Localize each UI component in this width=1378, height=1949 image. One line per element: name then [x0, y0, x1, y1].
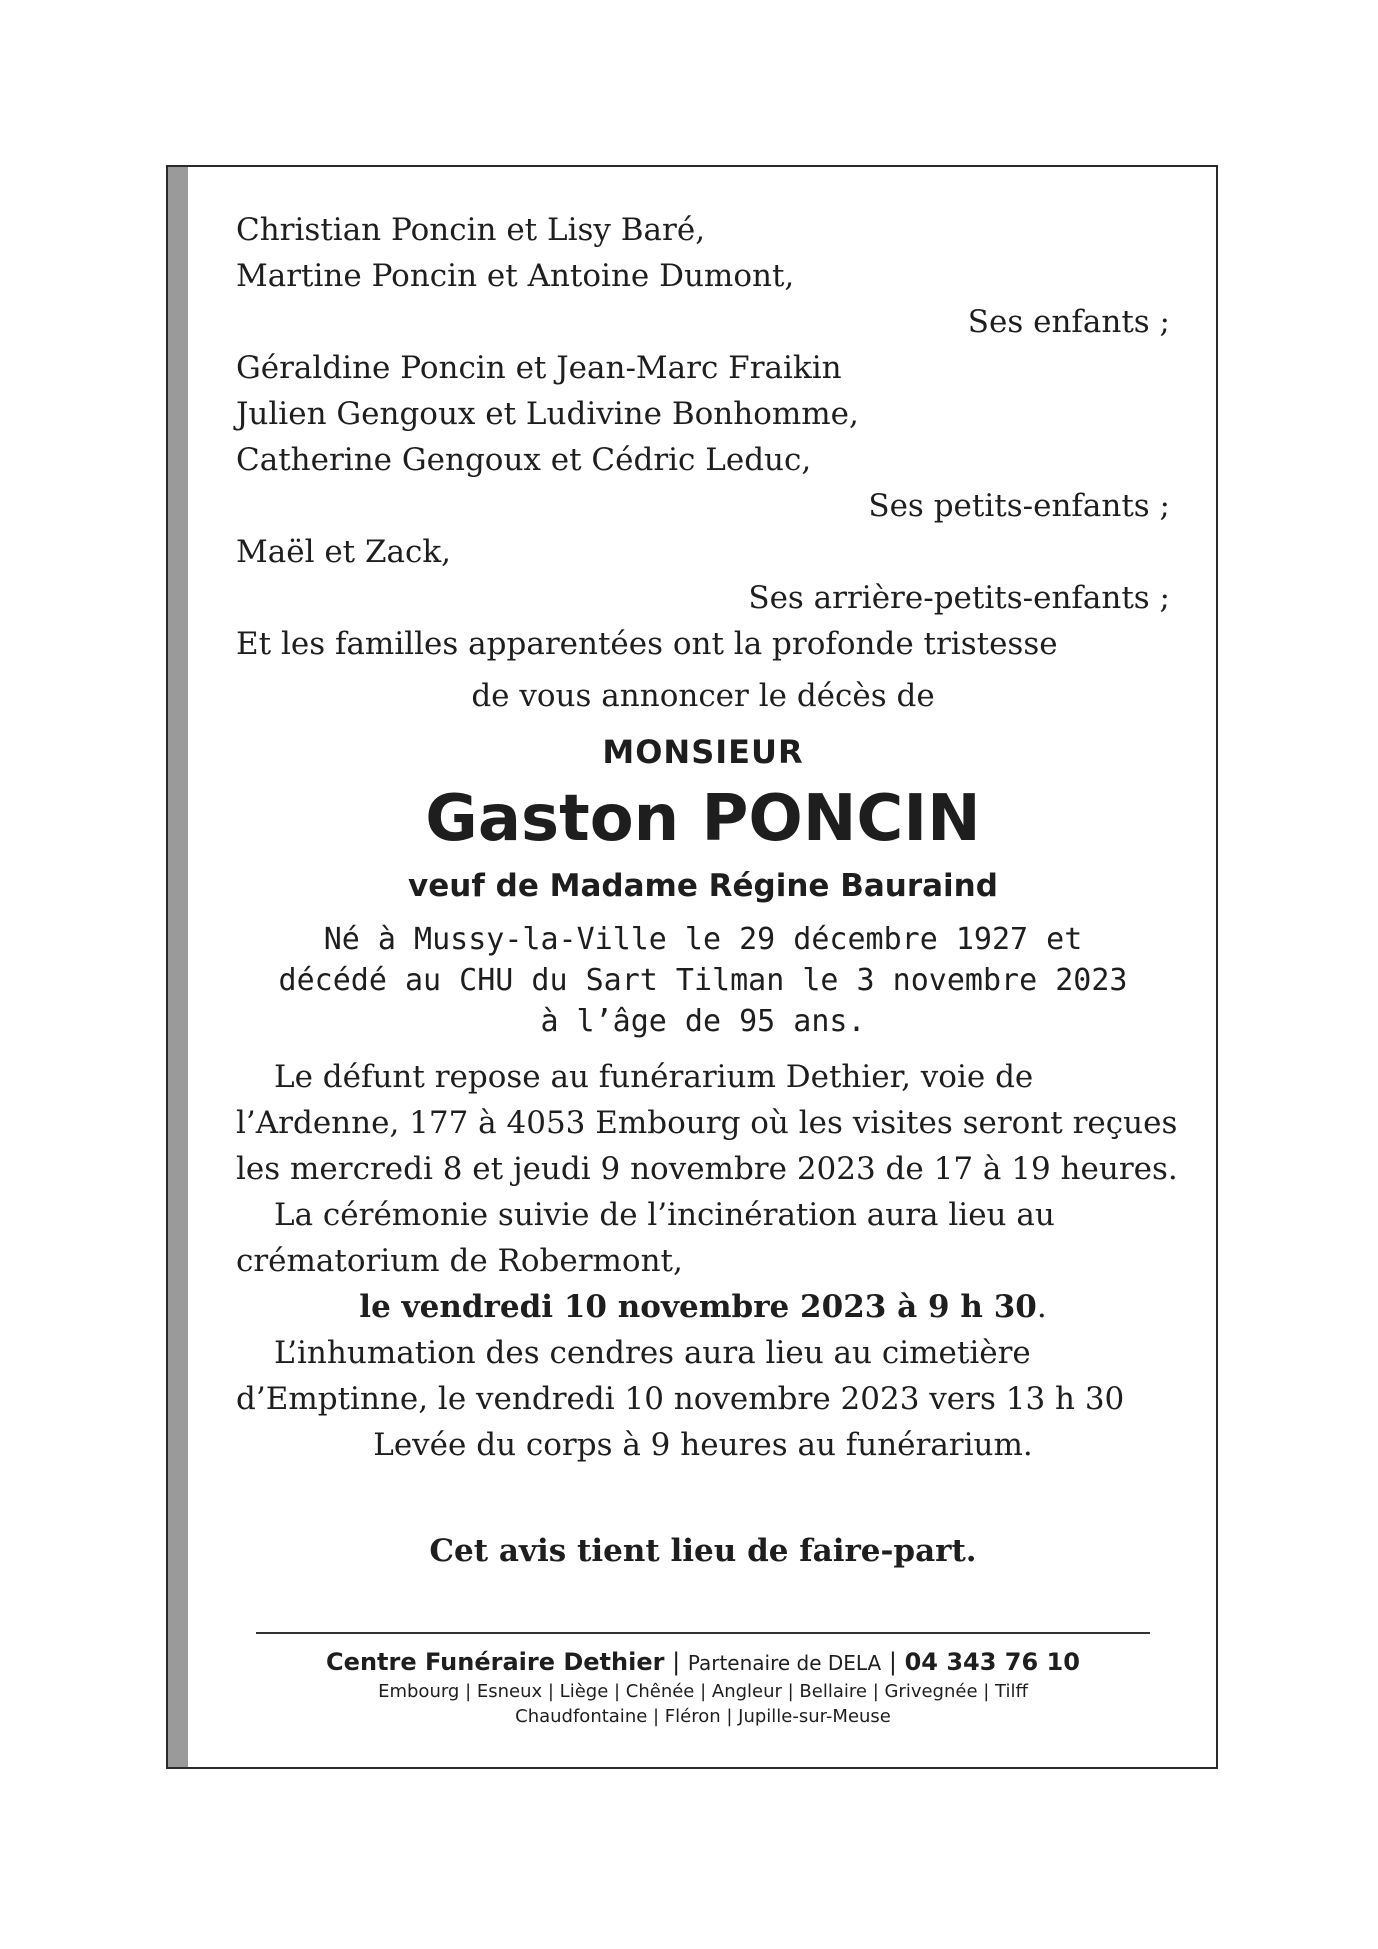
birth-death-line-3: à l’âge de 95 ans. [540, 1004, 866, 1039]
footer-company-line [256, 1646, 1150, 1679]
ceremony-date-line [236, 1284, 1170, 1330]
children-line-2: Martine Poncin et Antoine Dumont, [236, 258, 795, 294]
grandchildren-line-1: Géraldine Poncin et Jean-Marc Fraikin [236, 350, 842, 386]
birth-death-line-1: Né à Mussy-la-Ville le 29 décembre 1927 et [323, 922, 1083, 957]
ceremony-line-2: crématorium de Robermont, [236, 1243, 683, 1279]
company-name: Centre Funéraire Dethier [326, 1648, 665, 1676]
funeral-home-footer [256, 1632, 1150, 1729]
grandchildren-line-3: Catherine Gengoux et Cédric Leduc, [236, 442, 812, 478]
repose-line-2: l’Ardenne, 177 à 4053 Embourg où les visites seront reçues [236, 1105, 1178, 1141]
announce-line: de vous annoncer le décès de [471, 678, 935, 714]
partner-text: Partenaire de DELA [687, 1651, 882, 1675]
notice-line: Cet avis tient lieu de faire-part. [429, 1533, 977, 1569]
great-grandchildren-label: Ses arrière-petits-enfants ; [748, 580, 1170, 616]
grandchildren-label: Ses petits-enfants ; [868, 488, 1170, 524]
ceremony-date-end: . [1036, 1289, 1047, 1325]
relatives-line: Et les familles apparentées ont la profonde tristesse [236, 626, 1058, 662]
footer-divider [256, 1632, 1150, 1634]
children-line-1: Christian Poncin et Lisy Baré, [236, 212, 706, 248]
side-bar [168, 167, 188, 1767]
obituary-content [236, 207, 1178, 1574]
ceremony-line-1: La cérémonie suivie de l’incinération aura lieu au [274, 1197, 1055, 1233]
children-label: Ses enfants ; [967, 304, 1170, 340]
birth-death-line-2: décédé au CHU du Sart Tilman le 3 novembre 2023 [278, 963, 1128, 998]
deceased-name: Gaston PONCIN [425, 782, 981, 856]
separator: | [672, 1648, 681, 1676]
burial-line-2: d’Emptinne, le vendredi 10 novembre 2023 vers 13 h 30 [236, 1381, 1125, 1417]
locations-line-1: Embourg | Esneux | Liège | Chênée | Angleur | Bellaire | Grivegnée | Tilff [378, 1681, 1028, 1702]
burial-line-1: L’inhumation des cendres aura lieu au cimetière [274, 1335, 1031, 1371]
separator: | [888, 1648, 897, 1676]
deceased-title: MONSIEUR [602, 733, 804, 771]
repose-line-1: Le défunt repose au funérarium Dethier, voie de [274, 1059, 1034, 1095]
widower-line: veuf de Madame Régine Bauraind [408, 868, 998, 904]
locations-line-2: Chaudfontaine | Fléron | Jupille-sur-Meuse [515, 1706, 891, 1727]
levee-line: Levée du corps à 9 heures au funérarium. [373, 1427, 1033, 1463]
phone-number: 04 343 76 10 [904, 1648, 1080, 1676]
obituary-card [166, 165, 1218, 1769]
grandchildren-line-2: Julien Gengoux et Ludivine Bonhomme, [236, 396, 859, 432]
ceremony-date: le vendredi 10 novembre 2023 à 9 h 30 [359, 1289, 1037, 1325]
repose-line-3: les mercredi 8 et jeudi 9 novembre 2023 de 17 à 19 heures. [236, 1151, 1178, 1187]
great-grandchildren-line: Maël et Zack, [236, 534, 452, 570]
